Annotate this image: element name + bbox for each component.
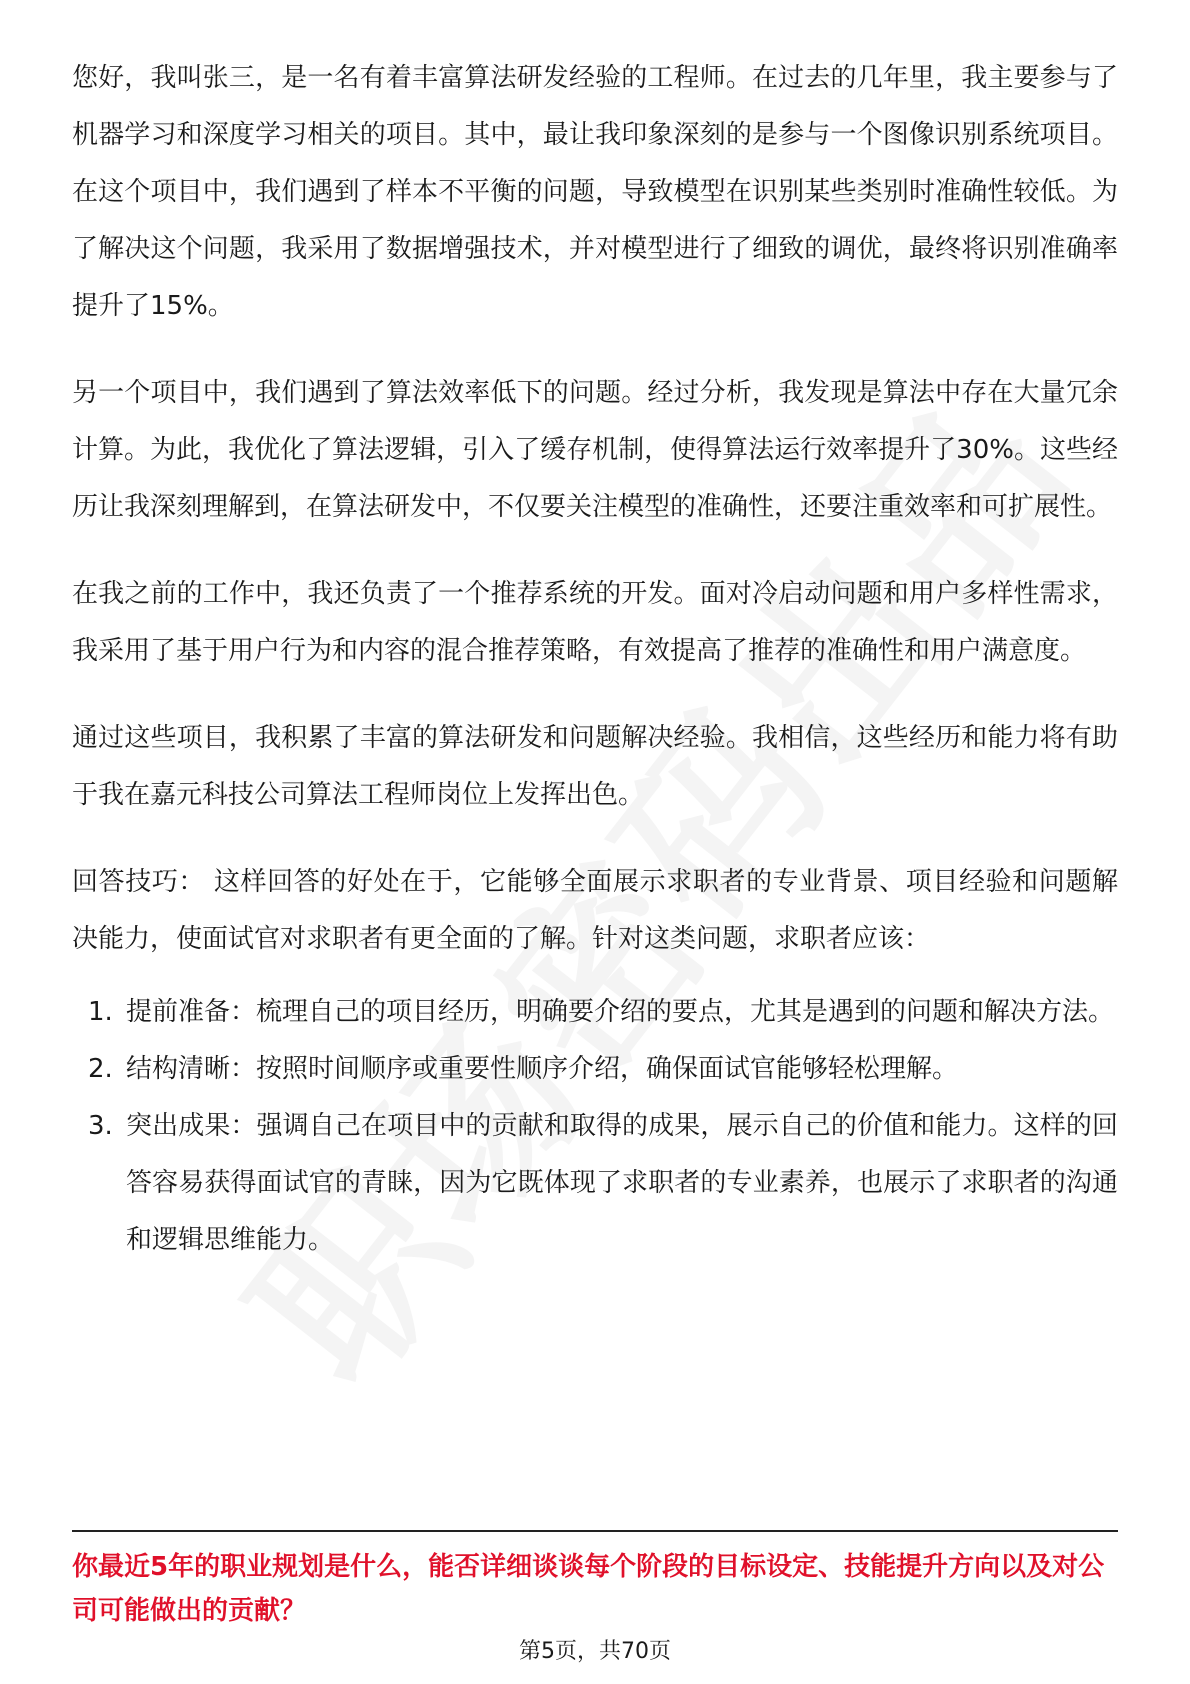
document-body: [72, 50, 1118, 1269]
tips-list: [72, 984, 1118, 1269]
list-item-text: 突出成果：强调自己在项目中的贡献和取得的成果，展示自己的价值和能力。这样的回答容易获得面试官的青睐，因为它既体现了求职者的专业素养，也展示了求职者的沟通和逻辑思维能力。: [126, 1111, 1118, 1255]
list-item-text: 结构清晰：按照时间顺序或重要性顺序介绍，确保面试官能够轻松理解。: [126, 1054, 959, 1084]
paragraph-recommender: 在我之前的工作中，我还负责了一个推荐系统的开发。面对冷启动问题和用户多样性需求，我采用了基于用户行为和内容的混合推荐策略，有效提高了推荐的准确性和用户满意度。: [72, 579, 1118, 666]
section-divider: [72, 1530, 1118, 1532]
paragraph-summary: 通过这些项目，我积累了丰富的算法研发和问题解决经验。我相信，这些经历和能力将有助于我在嘉元科技公司算法工程师岗位上发挥出色。: [72, 723, 1118, 810]
list-item: [72, 1041, 1118, 1098]
paragraph-efficiency: 另一个项目中，我们遇到了算法效率低下的问题。经过分析，我发现是算法中存在大量冗余计算。为此，我优化了算法逻辑，引入了缓存机制，使得算法运行效率提升了30%。这些经历让我深刻理解到，在算法研发中，不仅要关注模型的准确性，还要注重效率和可扩展性。: [72, 378, 1118, 522]
paragraph-intro: 您好，我叫张三，是一名有着丰富算法研发经验的工程师。在过去的几年里，我主要参与了机器学习和深度学习相关的项目。其中，最让我印象深刻的是参与一个图像识别系统项目。在这个项目中，我们遇到了样本不平衡的问题，导致模型在识别某些类别时准确性较低。为了解决这个问题，我采用了数据增强技术，并对模型进行了细致的调优，最终将识别准确率提升了15%。: [72, 63, 1118, 321]
page-footer: 第5页，共70页: [519, 1639, 671, 1664]
list-item-number: 2.: [88, 1054, 113, 1084]
next-question-heading: 你最近5年的职业规划是什么，能否详细谈谈每个阶段的目标设定、技能提升方向以及对公司可能做出的贡献？: [72, 1552, 1105, 1626]
list-item-number: 3.: [88, 1111, 113, 1141]
list-item-number: 1.: [88, 997, 113, 1027]
list-item: [72, 984, 1118, 1041]
paragraph-answer-tips: 回答技巧： 这样回答的好处在于，它能够全面展示求职者的专业背景、项目经验和问题解决能力，使面试官对求职者有更全面的了解。针对这类问题，求职者应该：: [72, 867, 1118, 954]
list-item: [72, 1098, 1118, 1269]
list-item-text: 提前准备：梳理自己的项目经历，明确要介绍的要点，尤其是遇到的问题和解决方法。: [126, 997, 1115, 1027]
